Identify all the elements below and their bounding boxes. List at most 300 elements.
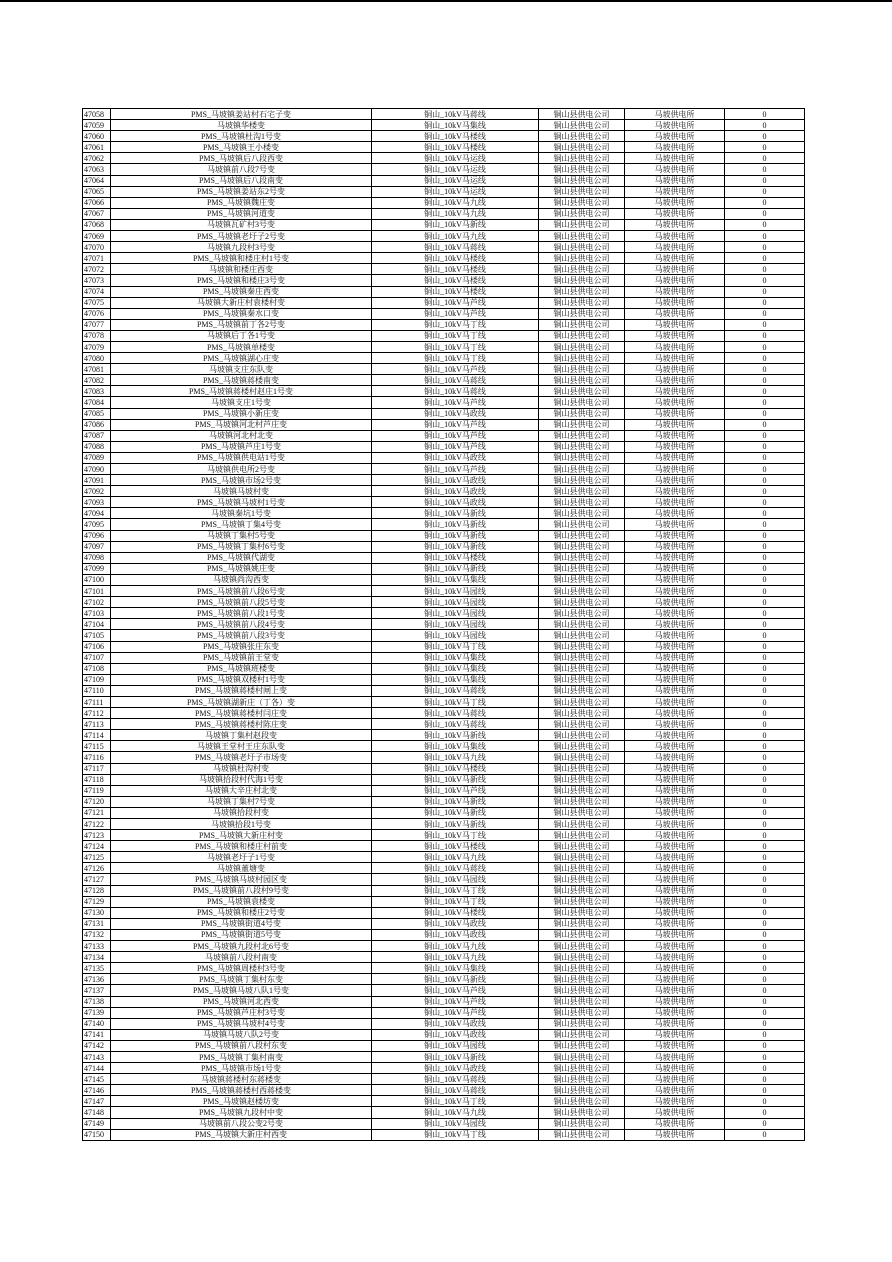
company-cell: 铜山县供电公司 [539, 608, 625, 619]
station-cell: 马坡供电所 [625, 763, 725, 774]
table-row [83, 918, 805, 929]
company-cell: 铜山县供电公司 [539, 696, 625, 707]
transformer-name-cell: 马坡镇大新庄村袁楼村变 [111, 297, 372, 308]
feeder-line-cell: 铜山_10kV马园线 [372, 597, 539, 608]
station-cell: 马坡供电所 [625, 885, 725, 896]
table-row [83, 741, 805, 752]
value-cell: 0 [725, 874, 805, 885]
row-id-cell: 47099 [83, 563, 111, 574]
station-cell: 马坡供电所 [625, 508, 725, 519]
feeder-line-cell: 铜山_10kV马楼线 [372, 142, 539, 153]
transformer-name-cell: PMS_马坡镇小新庄变 [111, 408, 372, 419]
table-row [83, 275, 805, 286]
value-cell: 0 [725, 419, 805, 430]
table-row [83, 208, 805, 219]
transformer-name-cell: 马坡镇老圩子1号变 [111, 852, 372, 863]
feeder-line-cell: 铜山_10kV马芦线 [372, 419, 539, 430]
feeder-line-cell: 铜山_10kV马芦线 [372, 430, 539, 441]
table-row [83, 441, 805, 452]
table-row [83, 863, 805, 874]
company-cell: 铜山县供电公司 [539, 796, 625, 807]
table-row [83, 264, 805, 275]
row-id-cell: 47075 [83, 297, 111, 308]
transformer-name-cell: PMS_马坡镇湖新庄（丁各）变 [111, 696, 372, 707]
value-cell: 0 [725, 963, 805, 974]
station-cell: 马坡供电所 [625, 730, 725, 741]
table-row [83, 630, 805, 641]
station-cell: 马坡供电所 [625, 519, 725, 530]
table-row [83, 153, 805, 164]
value-cell: 0 [725, 785, 805, 796]
company-cell: 铜山县供电公司 [539, 552, 625, 563]
value-cell: 0 [725, 264, 805, 275]
feeder-line-cell: 铜山_10kV马芦线 [372, 996, 539, 1007]
station-cell: 马坡供电所 [625, 563, 725, 574]
company-cell: 铜山县供电公司 [539, 419, 625, 430]
transformer-name-cell: 马坡镇供电所2号变 [111, 464, 372, 475]
row-id-cell: 47079 [83, 341, 111, 352]
transformer-name-cell: 马坡镇支庄东队变 [111, 364, 372, 375]
table-row [83, 297, 805, 308]
transformer-name-cell: PMS_马坡镇后八段西变 [111, 153, 372, 164]
transformer-name-cell: PMS_马坡镇河道变 [111, 208, 372, 219]
table-body [83, 109, 805, 1141]
company-cell: 铜山县供电公司 [539, 208, 625, 219]
feeder-line-cell: 铜山_10kV马新线 [372, 219, 539, 230]
row-id-cell: 47119 [83, 785, 111, 796]
station-cell: 马坡供电所 [625, 597, 725, 608]
value-cell: 0 [725, 353, 805, 364]
table-row [83, 852, 805, 863]
company-cell: 铜山县供电公司 [539, 275, 625, 286]
value-cell: 0 [725, 685, 805, 696]
company-cell: 铜山县供电公司 [539, 841, 625, 852]
company-cell: 铜山县供电公司 [539, 597, 625, 608]
transformer-name-cell: PMS_马坡镇前八段村东变 [111, 1040, 372, 1051]
company-cell: 铜山县供电公司 [539, 785, 625, 796]
company-cell: 铜山县供电公司 [539, 452, 625, 463]
feeder-line-cell: 铜山_10kV马楼线 [372, 131, 539, 142]
feeder-line-cell: 铜山_10kV马新线 [372, 530, 539, 541]
table-row [83, 552, 805, 563]
table-row [83, 1007, 805, 1018]
row-id-cell: 47067 [83, 208, 111, 219]
station-cell: 马坡供电所 [625, 1040, 725, 1051]
company-cell: 铜山县供电公司 [539, 131, 625, 142]
station-cell: 马坡供电所 [625, 819, 725, 830]
station-cell: 马坡供电所 [625, 719, 725, 730]
table-row [83, 1040, 805, 1051]
feeder-line-cell: 铜山_10kV马芦线 [372, 785, 539, 796]
company-cell: 铜山县供电公司 [539, 1018, 625, 1029]
company-cell: 铜山县供电公司 [539, 397, 625, 408]
value-cell: 0 [725, 708, 805, 719]
value-cell: 0 [725, 741, 805, 752]
transformer-name-cell: PMS_马坡镇蒋楼村赵庄1号变 [111, 386, 372, 397]
feeder-line-cell: 铜山_10kV马园线 [372, 630, 539, 641]
value-cell: 0 [725, 164, 805, 175]
company-cell: 铜山县供电公司 [539, 1040, 625, 1051]
table-row [83, 763, 805, 774]
transformer-name-cell: PMS_马坡镇丁集村6号变 [111, 541, 372, 552]
station-cell: 马坡供电所 [625, 852, 725, 863]
company-cell: 铜山县供电公司 [539, 1051, 625, 1062]
feeder-line-cell: 铜山_10kV马运线 [372, 175, 539, 186]
transformer-name-cell: PMS_马坡镇和楼庄2号变 [111, 907, 372, 918]
transformer-name-cell: PMS_马坡镇马坡村园区变 [111, 874, 372, 885]
feeder-line-cell: 铜山_10kV马集线 [372, 663, 539, 674]
value-cell: 0 [725, 408, 805, 419]
table-row [83, 941, 805, 952]
transformer-name-cell: PMS_马坡镇河北西变 [111, 996, 372, 1007]
table-row [83, 874, 805, 885]
company-cell: 铜山县供电公司 [539, 974, 625, 985]
company-cell: 铜山县供电公司 [539, 1085, 625, 1096]
value-cell: 0 [725, 319, 805, 330]
transformer-name-cell: PMS_马坡镇王小楼变 [111, 142, 372, 153]
table-row [83, 109, 805, 120]
value-cell: 0 [725, 486, 805, 497]
station-cell: 马坡供电所 [625, 652, 725, 663]
value-cell: 0 [725, 275, 805, 286]
transformer-name-cell: 马坡镇丁集村5号变 [111, 530, 372, 541]
row-id-cell: 47103 [83, 608, 111, 619]
row-id-cell: 47084 [83, 397, 111, 408]
feeder-line-cell: 铜山_10kV马新线 [372, 563, 539, 574]
value-cell: 0 [725, 341, 805, 352]
transformer-name-cell: 马坡镇支庄1号变 [111, 397, 372, 408]
transformer-name-cell: PMS_马坡镇前八段5号变 [111, 597, 372, 608]
value-cell: 0 [725, 1029, 805, 1040]
company-cell: 铜山县供电公司 [539, 863, 625, 874]
feeder-line-cell: 铜山_10kV马丁线 [372, 885, 539, 896]
transformer-name-cell: 马坡镇马坡村变 [111, 486, 372, 497]
station-cell: 马坡供电所 [625, 153, 725, 164]
value-cell: 0 [725, 663, 805, 674]
value-cell: 0 [725, 475, 805, 486]
feeder-line-cell: 铜山_10kV马园线 [372, 608, 539, 619]
company-cell: 铜山县供电公司 [539, 164, 625, 175]
transformer-name-cell: 马坡镇前八段7号变 [111, 164, 372, 175]
row-id-cell: 47134 [83, 952, 111, 963]
feeder-line-cell: 铜山_10kV马芦线 [372, 985, 539, 996]
row-id-cell: 47108 [83, 663, 111, 674]
station-cell: 马坡供电所 [625, 1018, 725, 1029]
value-cell: 0 [725, 674, 805, 685]
table-row [83, 319, 805, 330]
transformer-name-cell: PMS_马坡镇蒋楼南变 [111, 375, 372, 386]
transformer-name-cell: PMS_马坡镇前王堂变 [111, 652, 372, 663]
table-row [83, 497, 805, 508]
row-id-cell: 47094 [83, 508, 111, 519]
value-cell: 0 [725, 1007, 805, 1018]
station-cell: 马坡供电所 [625, 974, 725, 985]
station-cell: 马坡供电所 [625, 985, 725, 996]
table-row [83, 719, 805, 730]
feeder-line-cell: 铜山_10kV马新线 [372, 508, 539, 519]
value-cell: 0 [725, 375, 805, 386]
station-cell: 马坡供电所 [625, 552, 725, 563]
transformer-name-cell: PMS_马坡镇市场1号变 [111, 1063, 372, 1074]
company-cell: 铜山县供电公司 [539, 508, 625, 519]
company-cell: 铜山县供电公司 [539, 885, 625, 896]
table-row [83, 452, 805, 463]
row-id-cell: 47114 [83, 730, 111, 741]
feeder-line-cell: 铜山_10kV马蒋线 [372, 863, 539, 874]
feeder-line-cell: 铜山_10kV马丁线 [372, 1129, 539, 1140]
value-cell: 0 [725, 885, 805, 896]
feeder-line-cell: 铜山_10kV马九线 [372, 231, 539, 242]
value-cell: 0 [725, 597, 805, 608]
row-id-cell: 47074 [83, 286, 111, 297]
station-cell: 马坡供电所 [625, 330, 725, 341]
table-row [83, 730, 805, 741]
value-cell: 0 [725, 109, 805, 120]
row-id-cell: 47139 [83, 1007, 111, 1018]
table-row [83, 597, 805, 608]
value-cell: 0 [725, 120, 805, 131]
row-id-cell: 47096 [83, 530, 111, 541]
value-cell: 0 [725, 641, 805, 652]
row-id-cell: 47061 [83, 142, 111, 153]
table-row [83, 963, 805, 974]
feeder-line-cell: 铜山_10kV马楼线 [372, 264, 539, 275]
company-cell: 铜山县供电公司 [539, 619, 625, 630]
transformer-name-cell: PMS_马坡镇马坡村4号变 [111, 1018, 372, 1029]
transformer-name-cell: 马坡镇王堂村王庄东队变 [111, 741, 372, 752]
station-cell: 马坡供电所 [625, 297, 725, 308]
row-id-cell: 47110 [83, 685, 111, 696]
value-cell: 0 [725, 1018, 805, 1029]
transformer-name-cell: 马坡镇拾段村代海1号变 [111, 774, 372, 785]
value-cell: 0 [725, 1051, 805, 1062]
company-cell: 铜山县供电公司 [539, 730, 625, 741]
value-cell: 0 [725, 153, 805, 164]
station-cell: 马坡供电所 [625, 286, 725, 297]
value-cell: 0 [725, 907, 805, 918]
station-cell: 马坡供电所 [625, 796, 725, 807]
station-cell: 马坡供电所 [625, 963, 725, 974]
value-cell: 0 [725, 752, 805, 763]
company-cell: 铜山县供电公司 [539, 341, 625, 352]
table-row [83, 175, 805, 186]
row-id-cell: 47132 [83, 929, 111, 940]
feeder-line-cell: 铜山_10kV马楼线 [372, 253, 539, 264]
transformer-name-cell: PMS_马坡镇前八段6号变 [111, 586, 372, 597]
value-cell: 0 [725, 1074, 805, 1085]
station-cell: 马坡供电所 [625, 608, 725, 619]
table-row [83, 364, 805, 375]
station-cell: 马坡供电所 [625, 464, 725, 475]
transformer-name-cell: PMS_马坡镇和楼庄3号变 [111, 275, 372, 286]
station-cell: 马坡供电所 [625, 430, 725, 441]
feeder-line-cell: 铜山_10kV马蒋线 [372, 242, 539, 253]
transformer-name-cell: PMS_马坡镇秦水口变 [111, 308, 372, 319]
transformer-name-cell: PMS_马坡镇丁集村东变 [111, 974, 372, 985]
company-cell: 铜山县供电公司 [539, 586, 625, 597]
row-id-cell: 47111 [83, 696, 111, 707]
row-id-cell: 47093 [83, 497, 111, 508]
station-cell: 马坡供电所 [625, 175, 725, 186]
company-cell: 铜山县供电公司 [539, 142, 625, 153]
transformer-name-cell: PMS_马坡镇魏庄变 [111, 197, 372, 208]
company-cell: 铜山县供电公司 [539, 519, 625, 530]
feeder-line-cell: 铜山_10kV马园线 [372, 1040, 539, 1051]
company-cell: 铜山县供电公司 [539, 430, 625, 441]
row-id-cell: 47150 [83, 1129, 111, 1140]
transformer-name-cell: 马坡镇拾段村变 [111, 807, 372, 818]
table-row [83, 353, 805, 364]
feeder-line-cell: 铜山_10kV马楼线 [372, 286, 539, 297]
transformer-name-cell: PMS_马坡镇姜站村石宅子变 [111, 109, 372, 120]
row-id-cell: 47090 [83, 464, 111, 475]
feeder-line-cell: 铜山_10kV马集线 [372, 963, 539, 974]
company-cell: 铜山县供电公司 [539, 186, 625, 197]
company-cell: 铜山县供电公司 [539, 952, 625, 963]
company-cell: 铜山县供电公司 [539, 1118, 625, 1129]
table-row [83, 663, 805, 674]
feeder-line-cell: 铜山_10kV马蒋线 [372, 708, 539, 719]
table-row [83, 619, 805, 630]
feeder-line-cell: 铜山_10kV马园线 [372, 1118, 539, 1129]
station-cell: 马坡供电所 [625, 841, 725, 852]
row-id-cell: 47104 [83, 619, 111, 630]
station-cell: 马坡供电所 [625, 131, 725, 142]
feeder-line-cell: 铜山_10kV马楼线 [372, 907, 539, 918]
table-row [83, 1029, 805, 1040]
company-cell: 铜山县供电公司 [539, 253, 625, 264]
company-cell: 铜山县供电公司 [539, 1107, 625, 1118]
row-id-cell: 47133 [83, 941, 111, 952]
feeder-line-cell: 铜山_10kV马蒋线 [372, 1085, 539, 1096]
table-row [83, 231, 805, 242]
row-id-cell: 47062 [83, 153, 111, 164]
row-id-cell: 47140 [83, 1018, 111, 1029]
feeder-line-cell: 铜山_10kV马政线 [372, 486, 539, 497]
company-cell: 铜山县供电公司 [539, 1074, 625, 1085]
table-row [83, 1129, 805, 1140]
row-id-cell: 47071 [83, 253, 111, 264]
station-cell: 马坡供电所 [625, 807, 725, 818]
value-cell: 0 [725, 286, 805, 297]
transformer-table [82, 108, 805, 1141]
transformer-name-cell: PMS_马坡镇市场2号变 [111, 475, 372, 486]
value-cell: 0 [725, 696, 805, 707]
row-id-cell: 47135 [83, 963, 111, 974]
station-cell: 马坡供电所 [625, 486, 725, 497]
table-row [83, 419, 805, 430]
value-cell: 0 [725, 242, 805, 253]
transformer-name-cell: PMS_马坡镇姚庄变 [111, 563, 372, 574]
feeder-line-cell: 铜山_10kV马芦线 [372, 1007, 539, 1018]
transformer-name-cell: PMS_马坡镇丁集4号变 [111, 519, 372, 530]
row-id-cell: 47085 [83, 408, 111, 419]
table-row [83, 774, 805, 785]
transformer-name-cell: 马坡镇秦坑1号变 [111, 508, 372, 519]
station-cell: 马坡供电所 [625, 1063, 725, 1074]
company-cell: 铜山县供电公司 [539, 652, 625, 663]
value-cell: 0 [725, 763, 805, 774]
value-cell: 0 [725, 308, 805, 319]
station-cell: 马坡供电所 [625, 308, 725, 319]
feeder-line-cell: 铜山_10kV马九线 [372, 197, 539, 208]
feeder-line-cell: 铜山_10kV马丁线 [372, 696, 539, 707]
row-id-cell: 47142 [83, 1040, 111, 1051]
value-cell: 0 [725, 430, 805, 441]
row-id-cell: 47102 [83, 597, 111, 608]
station-cell: 马坡供电所 [625, 1107, 725, 1118]
station-cell: 马坡供电所 [625, 253, 725, 264]
station-cell: 马坡供电所 [625, 408, 725, 419]
feeder-line-cell: 铜山_10kV马政线 [372, 452, 539, 463]
station-cell: 马坡供电所 [625, 452, 725, 463]
row-id-cell: 47141 [83, 1029, 111, 1040]
feeder-line-cell: 铜山_10kV马芦线 [372, 297, 539, 308]
station-cell: 马坡供电所 [625, 264, 725, 275]
company-cell: 铜山县供电公司 [539, 175, 625, 186]
value-cell: 0 [725, 197, 805, 208]
feeder-line-cell: 铜山_10kV马新线 [372, 1051, 539, 1062]
value-cell: 0 [725, 131, 805, 142]
row-id-cell: 47137 [83, 985, 111, 996]
feeder-line-cell: 铜山_10kV马九线 [372, 752, 539, 763]
row-id-cell: 47113 [83, 719, 111, 730]
feeder-line-cell: 铜山_10kV马九线 [372, 941, 539, 952]
value-cell: 0 [725, 541, 805, 552]
company-cell: 铜山县供电公司 [539, 308, 625, 319]
value-cell: 0 [725, 186, 805, 197]
station-cell: 马坡供电所 [625, 952, 725, 963]
company-cell: 铜山县供电公司 [539, 486, 625, 497]
company-cell: 铜山县供电公司 [539, 563, 625, 574]
transformer-name-cell: PMS_马坡镇街道4号变 [111, 918, 372, 929]
row-id-cell: 47082 [83, 375, 111, 386]
station-cell: 马坡供电所 [625, 774, 725, 785]
feeder-line-cell: 铜山_10kV马集线 [372, 741, 539, 752]
table-row [83, 985, 805, 996]
row-id-cell: 47100 [83, 574, 111, 585]
value-cell: 0 [725, 441, 805, 452]
company-cell: 铜山县供电公司 [539, 941, 625, 952]
transformer-name-cell: PMS_马坡镇前八段村9号变 [111, 885, 372, 896]
transformer-name-cell: 马坡镇河北村北变 [111, 430, 372, 441]
company-cell: 铜山县供电公司 [539, 996, 625, 1007]
transformer-name-cell: PMS_马坡镇张庄东变 [111, 641, 372, 652]
table-row [83, 375, 805, 386]
value-cell: 0 [725, 530, 805, 541]
value-cell: 0 [725, 1096, 805, 1107]
table-row [83, 652, 805, 663]
value-cell: 0 [725, 330, 805, 341]
company-cell: 铜山县供电公司 [539, 752, 625, 763]
row-id-cell: 47145 [83, 1074, 111, 1085]
table-row [83, 508, 805, 519]
feeder-line-cell: 铜山_10kV马园线 [372, 619, 539, 630]
station-cell: 马坡供电所 [625, 785, 725, 796]
company-cell: 铜山县供电公司 [539, 985, 625, 996]
table-row [83, 464, 805, 475]
transformer-name-cell: PMS_马坡镇代湖变 [111, 552, 372, 563]
station-cell: 马坡供电所 [625, 941, 725, 952]
row-id-cell: 47147 [83, 1096, 111, 1107]
table-row [83, 408, 805, 419]
feeder-line-cell: 铜山_10kV马新线 [372, 819, 539, 830]
transformer-name-cell: 马坡镇大辛庄村北变 [111, 785, 372, 796]
feeder-line-cell: 铜山_10kV马丁线 [372, 896, 539, 907]
company-cell: 铜山县供电公司 [539, 541, 625, 552]
table-row [83, 807, 805, 818]
feeder-line-cell: 铜山_10kV马集线 [372, 652, 539, 663]
